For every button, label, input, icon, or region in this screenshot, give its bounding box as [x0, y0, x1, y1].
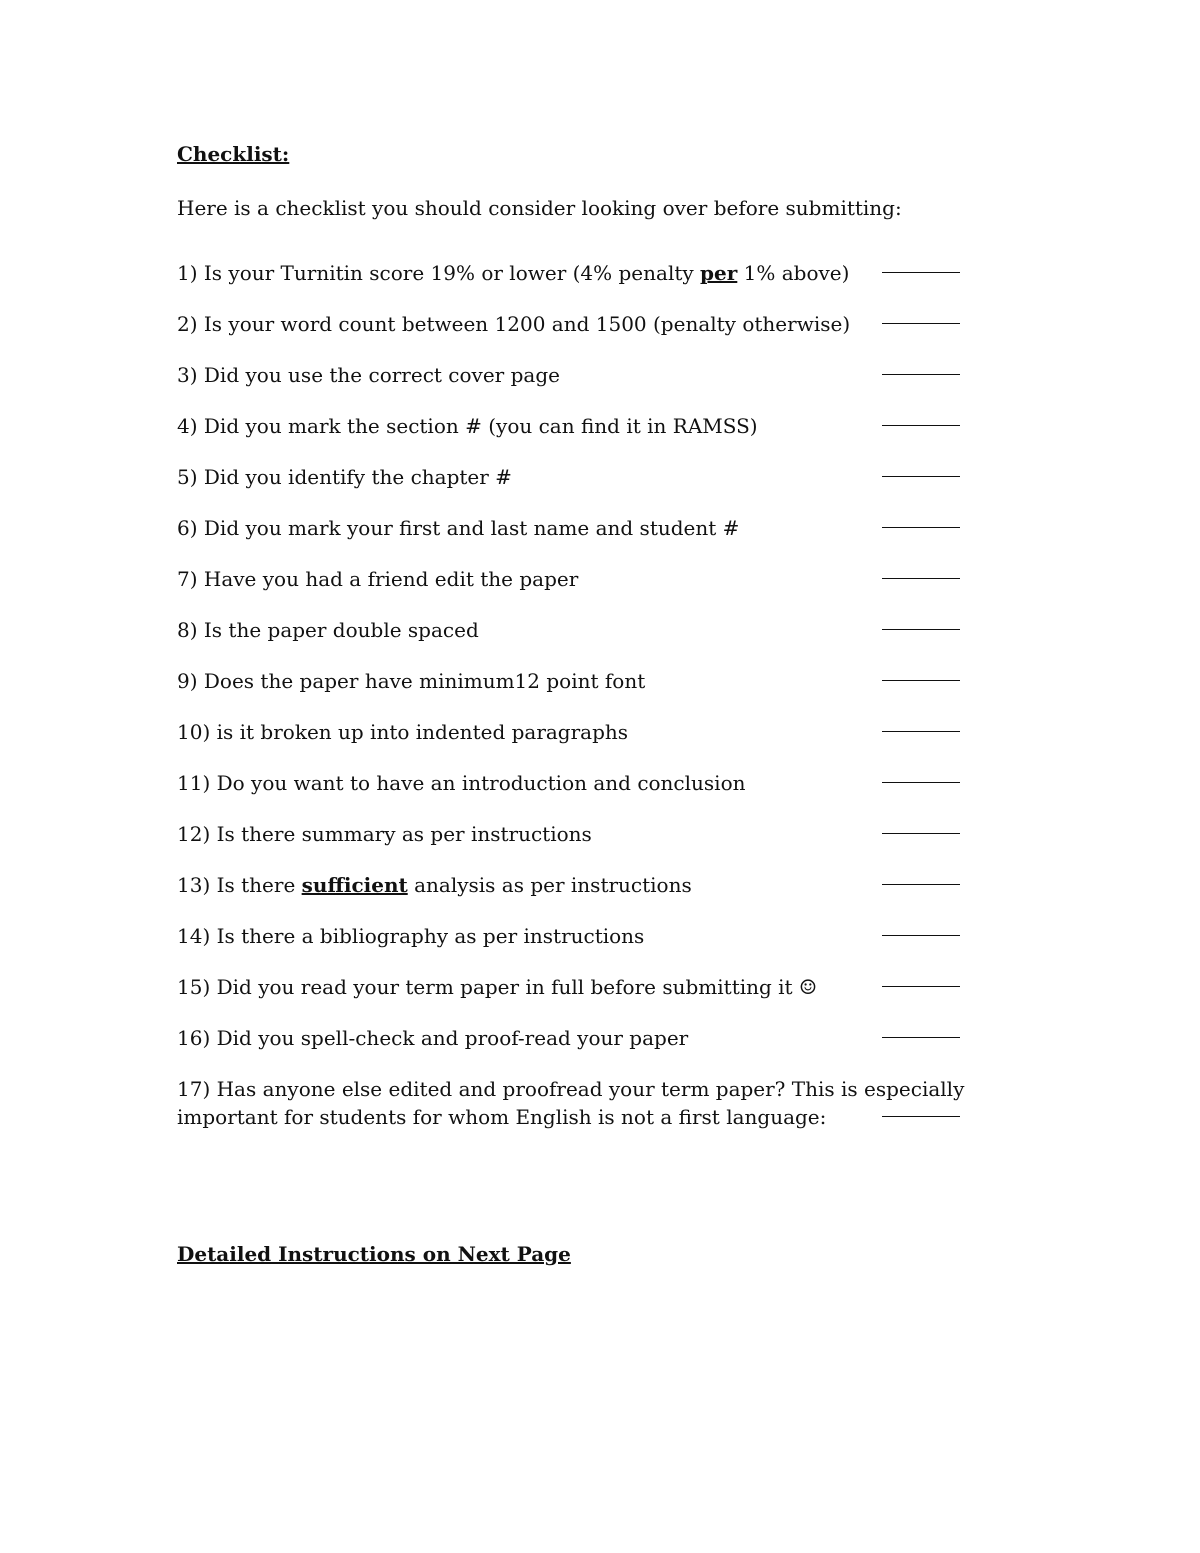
- answer-blank-line: [882, 425, 960, 426]
- answer-blank-line: [882, 476, 960, 477]
- answer-blank-line: [882, 680, 960, 681]
- question-text-continued: 1% above): [737, 261, 850, 285]
- next-page-note: Detailed Instructions on Next Page: [177, 1242, 571, 1266]
- question-text: 14) Is there a bibliography as per instructions: [177, 924, 645, 948]
- answer-blank-line: [882, 578, 960, 579]
- question-text: 15) Did you read your term paper in full before submitting it ☺: [177, 975, 817, 999]
- question-text: 4) Did you mark the section # (you can find it in RAMSS): [177, 414, 758, 438]
- question-text: 13) Is there: [177, 873, 302, 897]
- checklist-item: [177, 412, 977, 463]
- checklist-question: [177, 514, 867, 542]
- question-text: 7) Have you had a friend edit the paper: [177, 567, 579, 591]
- checklist-question: [177, 667, 867, 695]
- emphasized-word: per: [700, 261, 738, 285]
- answer-blank-line: [882, 1037, 960, 1038]
- checklist-question: [177, 463, 867, 491]
- checklist-question: [177, 718, 867, 746]
- checklist-items: [177, 259, 977, 1135]
- answer-blank-line: [882, 935, 960, 936]
- checklist-question: [177, 361, 867, 389]
- checklist-question: [177, 412, 867, 440]
- checklist-question: [177, 310, 867, 338]
- checklist-question: [177, 1024, 867, 1052]
- checklist-question: [177, 820, 867, 848]
- checklist-heading: Checklist:: [177, 142, 290, 166]
- question-text: 12) Is there summary as per instructions: [177, 822, 592, 846]
- checklist-item: [177, 973, 977, 1024]
- question-text: 10) is it broken up into indented paragraphs: [177, 720, 629, 744]
- checklist-question: [177, 973, 867, 1001]
- checklist-item: [177, 463, 977, 514]
- checklist-question: [177, 1075, 967, 1131]
- answer-blank-line: [882, 629, 960, 630]
- question-text: 9) Does the paper have minimum12 point font: [177, 669, 646, 693]
- question-text: 17) Has anyone else edited and proofread your term paper? This is especially important for students for whom English is not a first language:: [177, 1077, 965, 1129]
- checklist-item: [177, 361, 977, 412]
- question-text: 5) Did you identify the chapter #: [177, 465, 512, 489]
- checklist-question: [177, 565, 867, 593]
- checklist-item: [177, 769, 977, 820]
- checklist-question: [177, 769, 867, 797]
- checklist-item: [177, 667, 977, 718]
- answer-blank-line: [882, 272, 960, 273]
- checklist-item: [177, 616, 977, 667]
- answer-blank-line: [882, 884, 960, 885]
- question-text: 3) Did you use the correct cover page: [177, 363, 560, 387]
- checklist-item: [177, 514, 977, 565]
- checklist-item: [177, 259, 977, 310]
- question-text: 8) Is the paper double spaced: [177, 618, 479, 642]
- question-text: 2) Is your word count between 1200 and 1500 (penalty otherwise): [177, 312, 851, 336]
- answer-blank-line: [882, 731, 960, 732]
- answer-blank-line: [882, 782, 960, 783]
- checklist-item: [177, 922, 977, 973]
- question-text: 6) Did you mark your first and last name and student #: [177, 516, 740, 540]
- emphasized-word: sufficient: [301, 873, 408, 897]
- checklist-item: [177, 1075, 977, 1135]
- checklist-item: [177, 1024, 977, 1075]
- question-text: 11) Do you want to have an introduction and conclusion: [177, 771, 746, 795]
- question-text: 1) Is your Turnitin score 19% or lower (4% penalty: [177, 261, 701, 285]
- question-text-continued: analysis as per instructions: [407, 873, 692, 897]
- answer-blank-line: [882, 833, 960, 834]
- answer-blank-line: [882, 986, 960, 987]
- checklist-item: [177, 718, 977, 769]
- answer-blank-line: [882, 1116, 960, 1117]
- checklist-item: [177, 565, 977, 616]
- question-text: 16) Did you spell-check and proof-read your paper: [177, 1026, 689, 1050]
- checklist-item: [177, 310, 977, 361]
- checklist-item: [177, 820, 977, 871]
- checklist-item: [177, 871, 977, 922]
- checklist-body: [177, 140, 977, 1135]
- checklist-question: [177, 616, 867, 644]
- checklist-question: [177, 259, 867, 287]
- intro-text: Here is a checklist you should consider looking over before submitting:: [177, 196, 902, 220]
- answer-blank-line: [882, 374, 960, 375]
- checklist-question: [177, 871, 867, 899]
- answer-blank-line: [882, 527, 960, 528]
- checklist-question: [177, 922, 867, 950]
- answer-blank-line: [882, 323, 960, 324]
